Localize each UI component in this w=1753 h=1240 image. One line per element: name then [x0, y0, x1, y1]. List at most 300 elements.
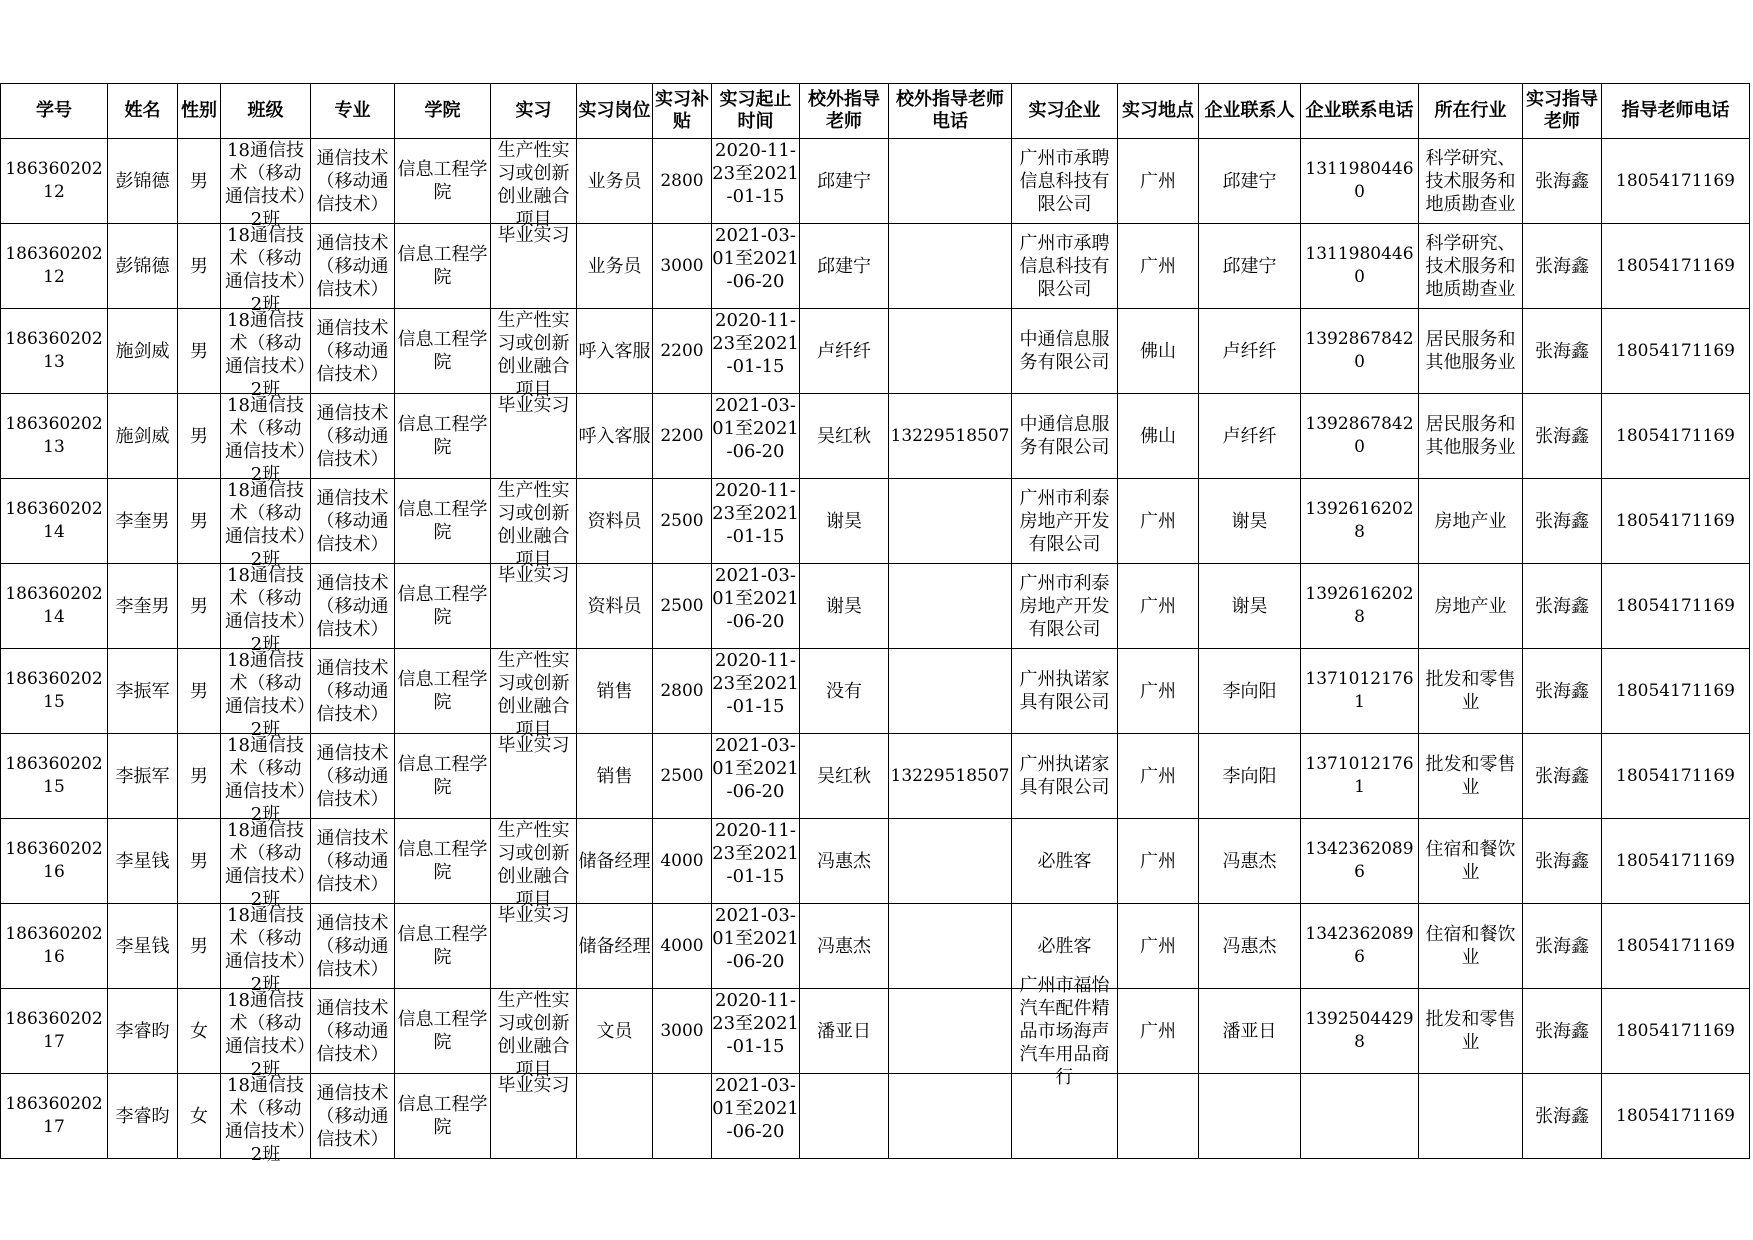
cell-text: 谢昊: [1231, 510, 1268, 532]
cell-subsidy: [653, 649, 712, 734]
cell-company-contact: [1199, 989, 1301, 1074]
cell-name: [108, 309, 178, 394]
cell-text: 13925044298: [1305, 1009, 1414, 1052]
cell-company: [1012, 564, 1118, 649]
cell-period: [712, 394, 800, 479]
cell-text: 2020-11-23至2021-01-15: [712, 650, 799, 717]
header-company-phone: 企业联系电话: [1301, 84, 1419, 139]
cell-text: 18636020214: [5, 584, 103, 627]
cell-college: [395, 989, 491, 1074]
cell-text: 广州: [1140, 170, 1176, 192]
cell-text: 18通信技术（移动通信技术）2班: [225, 905, 306, 995]
cell-text: 信息工程学院: [397, 924, 488, 968]
cell-text: 18636020212: [5, 159, 103, 202]
cell-text: 彭锦德: [115, 170, 170, 192]
cell-period: [712, 224, 800, 309]
cell-text: 批发和零售业: [1425, 754, 1516, 798]
cell-gender: [178, 479, 221, 564]
cell-text: 18636020212: [5, 244, 103, 287]
cell-industry: [1419, 989, 1523, 1074]
cell-text: 储备经理: [578, 850, 651, 872]
cell-gender: [178, 564, 221, 649]
cell-period: [712, 819, 800, 904]
cell-company: [1012, 224, 1118, 309]
cell-external-mentor-phone: [889, 564, 1012, 649]
cell-text: 生产性实习或创新创业融合项目: [497, 820, 570, 910]
cell-class: [221, 1074, 311, 1165]
table-row: [1, 224, 1750, 309]
cell-text: 2800: [660, 680, 704, 701]
cell-external-mentor: [800, 1074, 889, 1159]
cell-text: 张海鑫: [1535, 765, 1589, 787]
cell-external-mentor-phone: [889, 224, 1012, 309]
header-instructor-phone: 指导老师电话: [1602, 84, 1750, 139]
table-row: [1, 734, 1750, 819]
cell-instructor: [1523, 479, 1602, 564]
cell-external-mentor-phone: [889, 139, 1012, 224]
cell-instructor-phone: [1602, 564, 1750, 649]
cell-industry: [1419, 309, 1523, 394]
cell-text: 必胜客: [1037, 850, 1092, 872]
cell-position: [577, 564, 653, 649]
cell-external-mentor-phone: [889, 479, 1012, 564]
header-industry: 所在行业: [1419, 84, 1523, 139]
cell-company-phone: [1301, 394, 1419, 479]
cell-college: [395, 734, 491, 819]
cell-text: 毕业实习: [497, 565, 570, 586]
cell-major: [311, 479, 395, 564]
cell-instructor-phone: [1602, 649, 1750, 734]
cell-text: 男: [190, 170, 208, 192]
cell-text: 中通信息服务有限公司: [1019, 329, 1110, 373]
cell-location: [1118, 224, 1199, 309]
cell-company-phone: [1301, 564, 1419, 649]
cell-gender: [178, 139, 221, 224]
cell-text: 18通信技术（移动通信技术）2班: [225, 480, 306, 570]
cell-text: 4000: [660, 935, 704, 956]
cell-major: [311, 564, 395, 649]
table-row: [1, 904, 1750, 989]
cell-student-id: [1, 904, 108, 989]
cell-text: 2021-03-01至2021-06-20: [712, 735, 799, 802]
cell-name: [108, 819, 178, 904]
cell-period: [712, 1074, 800, 1159]
cell-text: 13229518507: [890, 765, 1010, 786]
cell-instructor-phone: [1602, 479, 1750, 564]
cell-text: 18636020213: [5, 329, 103, 372]
cell-text: 呼入客服: [578, 425, 651, 447]
cell-instructor: [1523, 734, 1602, 819]
cell-text: 通信技术（移动通信技术）: [316, 997, 389, 1065]
cell-gender: [178, 734, 221, 819]
cell-text: 卢纤纤: [1222, 340, 1277, 362]
header-company: 实习企业: [1012, 84, 1118, 139]
cell-external-mentor: [800, 819, 889, 904]
cell-college: [395, 819, 491, 904]
cell-text: 佛山: [1140, 340, 1176, 362]
cell-instructor: [1523, 139, 1602, 224]
cell-company-phone: [1301, 819, 1419, 904]
cell-instructor-phone: [1602, 904, 1750, 989]
cell-text: 批发和零售业: [1425, 669, 1516, 713]
cell-text: 资料员: [587, 595, 642, 617]
header-student-id: 学号: [1, 84, 108, 139]
cell-external-mentor: [800, 139, 889, 224]
cell-class: [221, 734, 311, 825]
cell-company-contact: [1199, 819, 1301, 904]
cell-subsidy: [653, 819, 712, 904]
cell-major: [311, 394, 395, 479]
cell-industry: [1419, 1074, 1523, 1159]
cell-company-contact: [1199, 479, 1301, 564]
cell-position: [577, 989, 653, 1074]
cell-name: [108, 224, 178, 309]
cell-period: [712, 564, 800, 649]
cell-text: 广州执诺家具有限公司: [1019, 754, 1110, 798]
cell-text: 毕业实习: [497, 1075, 570, 1096]
cell-company: [1012, 819, 1118, 904]
cell-subsidy: [653, 394, 712, 479]
cell-text: 18通信技术（移动通信技术）2班: [225, 1075, 306, 1165]
header-period: 实习起止时间: [712, 84, 800, 139]
cell-company-phone: [1301, 139, 1419, 224]
cell-text: 2021-03-01至2021-06-20: [712, 225, 799, 292]
cell-location: [1118, 989, 1199, 1074]
cell-text: 张海鑫: [1535, 425, 1589, 447]
cell-internship-type: [491, 904, 577, 989]
cell-company-contact: [1199, 224, 1301, 309]
cell-location: [1118, 1074, 1199, 1159]
cell-name: [108, 649, 178, 734]
cell-position: [577, 819, 653, 904]
cell-text: 潘亚日: [817, 1020, 871, 1042]
cell-instructor-phone: [1602, 139, 1750, 224]
cell-text: 13928678420: [1305, 329, 1414, 372]
cell-gender: [178, 1074, 221, 1159]
cell-college: [395, 904, 491, 989]
cell-company-phone: [1301, 989, 1419, 1074]
cell-student-id: [1, 1074, 108, 1159]
cell-internship-type: [491, 309, 577, 400]
cell-text: 18通信技术（移动通信技术）2班: [225, 735, 306, 825]
cell-text: 信息工程学院: [397, 159, 488, 203]
cell-major: [311, 139, 395, 224]
cell-company-phone: [1301, 904, 1419, 989]
cell-college: [395, 1074, 491, 1159]
cell-college: [395, 309, 491, 394]
table-row: [1, 989, 1750, 1074]
cell-text: 广州: [1140, 765, 1176, 787]
cell-text: 2020-11-23至2021-01-15: [712, 820, 799, 887]
cell-subsidy: [653, 224, 712, 309]
cell-company-phone: [1301, 734, 1419, 819]
cell-text: 信息工程学院: [397, 754, 488, 798]
cell-text: 佛山: [1140, 425, 1176, 447]
cell-position: [577, 479, 653, 564]
cell-company-phone: [1301, 224, 1419, 309]
cell-text: 2021-03-01至2021-06-20: [712, 1075, 799, 1142]
cell-text: 李睿昀: [115, 1105, 170, 1127]
cell-position: [577, 649, 653, 734]
cell-text: 信息工程学院: [397, 499, 488, 543]
cell-position: [577, 309, 653, 394]
cell-instructor: [1523, 224, 1602, 309]
header-internship-type: 实习: [491, 84, 577, 139]
cell-text: 13423620896: [1305, 924, 1414, 967]
cell-name: [108, 989, 178, 1074]
cell-instructor: [1523, 649, 1602, 734]
cell-external-mentor: [800, 649, 889, 734]
cell-external-mentor-phone: [889, 394, 1012, 479]
header-college: 学院: [395, 84, 491, 139]
cell-text: 18054171169: [1616, 255, 1735, 276]
cell-text: 李睿昀: [115, 1020, 170, 1042]
cell-text: 房地产业: [1434, 510, 1507, 532]
cell-text: 生产性实习或创新创业融合项目: [497, 990, 570, 1080]
cell-text: 2020-11-23至2021-01-15: [712, 480, 799, 547]
cell-text: 施剑威: [115, 340, 170, 362]
cell-internship-type: [491, 224, 577, 309]
cell-company-contact: [1199, 649, 1301, 734]
cell-external-mentor: [800, 394, 889, 479]
cell-text: 张海鑫: [1535, 680, 1589, 702]
cell-text: 18636020217: [5, 1094, 103, 1137]
header-gender: 性别: [178, 84, 221, 139]
cell-text: 通信技术（移动通信技术）: [316, 742, 389, 810]
cell-text: 房地产业: [1434, 595, 1507, 617]
cell-industry: [1419, 734, 1523, 819]
cell-text: 张海鑫: [1535, 340, 1589, 362]
cell-text: 信息工程学院: [397, 414, 488, 458]
cell-gender: [178, 904, 221, 989]
cell-class: [221, 904, 311, 995]
cell-name: [108, 394, 178, 479]
cell-industry: [1419, 904, 1523, 989]
cell-text: 男: [190, 340, 208, 362]
cell-text: 销售: [596, 765, 633, 787]
cell-instructor: [1523, 904, 1602, 989]
cell-text: 2021-03-01至2021-06-20: [712, 905, 799, 972]
cell-text: 男: [190, 255, 208, 277]
cell-text: 男: [190, 595, 208, 617]
cell-text: 李奎男: [115, 510, 170, 532]
cell-text: 张海鑫: [1535, 170, 1589, 192]
cell-text: 呼入客服: [578, 340, 651, 362]
cell-text: 18054171169: [1616, 1105, 1735, 1126]
cell-industry: [1419, 564, 1523, 649]
cell-text: 18054171169: [1616, 850, 1735, 871]
cell-text: 广州: [1140, 1020, 1176, 1042]
cell-text: 女: [190, 1105, 208, 1127]
cell-text: 施剑威: [115, 425, 170, 447]
cell-text: 2800: [660, 170, 704, 191]
cell-text: 13423620896: [1305, 839, 1414, 882]
cell-text: 18通信技术（移动通信技术）2班: [225, 310, 306, 400]
cell-text: 男: [190, 765, 208, 787]
cell-instructor: [1523, 819, 1602, 904]
cell-text: 张海鑫: [1535, 595, 1589, 617]
cell-name: [108, 1074, 178, 1159]
cell-text: 18054171169: [1616, 510, 1735, 531]
cell-major: [311, 309, 395, 394]
cell-text: 信息工程学院: [397, 244, 488, 288]
table-row: [1, 309, 1750, 394]
cell-text: 住宿和餐饮业: [1425, 924, 1516, 968]
cell-text: 吴红秋: [817, 765, 871, 787]
cell-text: 18通信技术（移动通信技术）2班: [225, 225, 306, 315]
cell-name: [108, 139, 178, 224]
cell-company-contact: [1199, 139, 1301, 224]
cell-text: 男: [190, 510, 208, 532]
cell-external-mentor: [800, 989, 889, 1074]
cell-subsidy: [653, 564, 712, 649]
cell-text: 通信技术（移动通信技术）: [316, 487, 389, 555]
header-external-mentor-phone: 校外指导老师电话: [889, 84, 1012, 139]
cell-external-mentor-phone: [889, 734, 1012, 819]
header-location: 实习地点: [1118, 84, 1199, 139]
cell-instructor: [1523, 309, 1602, 394]
cell-location: [1118, 479, 1199, 564]
table-row: [1, 819, 1750, 904]
cell-class: [221, 989, 311, 1080]
internship-table: [0, 83, 1750, 1165]
cell-text: 卢纤纤: [817, 340, 871, 362]
cell-company: [1012, 479, 1118, 564]
cell-instructor: [1523, 394, 1602, 479]
cell-major: [311, 734, 395, 819]
header-position: 实习岗位: [577, 84, 653, 139]
cell-text: 科学研究、技术服务和地质勘查业: [1425, 147, 1516, 215]
cell-company: [1012, 649, 1118, 734]
cell-text: 18636020215: [5, 754, 103, 797]
cell-major: [311, 649, 395, 734]
cell-company-contact: [1199, 394, 1301, 479]
cell-text: 通信技术（移动通信技术）: [316, 912, 389, 980]
cell-text: 谢昊: [826, 510, 862, 532]
cell-location: [1118, 649, 1199, 734]
cell-text: 李向阳: [1222, 765, 1277, 787]
cell-name: [108, 734, 178, 819]
cell-text: 生产性实习或创新创业融合项目: [497, 310, 570, 400]
header-name: 姓名: [108, 84, 178, 139]
table-row: [1, 479, 1750, 564]
cell-college: [395, 139, 491, 224]
cell-external-mentor: [800, 479, 889, 564]
cell-external-mentor: [800, 904, 889, 989]
table-row: [1, 1074, 1750, 1159]
cell-text: 储备经理: [578, 935, 651, 957]
cell-internship-type: [491, 734, 577, 819]
cell-text: 2021-03-01至2021-06-20: [712, 395, 799, 462]
cell-external-mentor-phone: [889, 819, 1012, 904]
cell-external-mentor: [800, 564, 889, 649]
cell-text: 业务员: [587, 255, 642, 277]
cell-text: 2020-11-23至2021-01-15: [712, 310, 799, 377]
cell-gender: [178, 394, 221, 479]
cell-external-mentor-phone: [889, 1074, 1012, 1159]
cell-text: 18通信技术（移动通信技术）2班: [225, 395, 306, 485]
header-subsidy: 实习补贴: [653, 84, 712, 139]
cell-text: 13710121761: [1305, 754, 1414, 797]
cell-text: 文员: [596, 1020, 633, 1042]
cell-company-phone: [1301, 479, 1419, 564]
cell-text: 18054171169: [1616, 595, 1735, 616]
cell-class: [221, 139, 311, 230]
cell-text: 业务员: [587, 170, 642, 192]
cell-text: 张海鑫: [1535, 510, 1589, 532]
cell-period: [712, 989, 800, 1074]
cell-text: 冯惠杰: [817, 935, 871, 957]
cell-subsidy: [653, 904, 712, 989]
cell-text: 邱建宁: [1222, 170, 1277, 192]
cell-text: 18通信技术（移动通信技术）2班: [225, 990, 306, 1080]
cell-college: [395, 224, 491, 309]
cell-text: 毕业实习: [497, 225, 570, 246]
cell-position: [577, 1074, 653, 1159]
cell-text: 广州: [1140, 850, 1176, 872]
cell-class: [221, 564, 311, 655]
cell-text: 信息工程学院: [397, 1094, 488, 1138]
cell-name: [108, 564, 178, 649]
cell-position: [577, 734, 653, 819]
cell-text: 2200: [660, 425, 704, 446]
cell-internship-type: [491, 139, 577, 230]
cell-text: 冯惠杰: [1222, 850, 1277, 872]
cell-major: [311, 989, 395, 1074]
cell-internship-type: [491, 989, 577, 1080]
cell-major: [311, 904, 395, 989]
cell-external-mentor: [800, 224, 889, 309]
cell-text: 邱建宁: [817, 255, 871, 277]
cell-text: 3000: [660, 255, 704, 276]
cell-student-id: [1, 139, 108, 224]
header-major: 专业: [311, 84, 395, 139]
cell-text: 没有: [826, 680, 862, 702]
cell-company: [1012, 394, 1118, 479]
cell-company-phone: [1301, 649, 1419, 734]
cell-gender: [178, 989, 221, 1074]
cell-company-contact: [1199, 309, 1301, 394]
cell-text: 13928678420: [1305, 414, 1414, 457]
cell-text: 通信技术（移动通信技术）: [316, 317, 389, 385]
cell-text: 谢昊: [826, 595, 862, 617]
cell-position: [577, 139, 653, 224]
cell-text: 2021-03-01至2021-06-20: [712, 565, 799, 632]
cell-external-mentor-phone: [889, 309, 1012, 394]
cell-text: 18通信技术（移动通信技术）2班: [225, 565, 306, 655]
cell-text: 广州: [1140, 680, 1176, 702]
cell-text: 毕业实习: [497, 905, 570, 926]
cell-text: 广州: [1140, 255, 1176, 277]
cell-text: 广州: [1140, 510, 1176, 532]
cell-student-id: [1, 309, 108, 394]
cell-text: 18054171169: [1616, 340, 1735, 361]
cell-industry: [1419, 224, 1523, 309]
cell-text: 广州市利泰房地产开发有限公司: [1019, 487, 1110, 555]
cell-text: 广州市承聘信息科技有限公司: [1019, 232, 1110, 300]
cell-subsidy: [653, 1074, 712, 1159]
cell-text: 男: [190, 680, 208, 702]
cell-text: 广州市承聘信息科技有限公司: [1019, 147, 1110, 215]
cell-text: 18054171169: [1616, 680, 1735, 701]
cell-instructor-phone: [1602, 989, 1750, 1074]
cell-text: 李星钱: [115, 850, 170, 872]
cell-name: [108, 479, 178, 564]
cell-major: [311, 1074, 395, 1159]
cell-instructor: [1523, 564, 1602, 649]
cell-text: 18054171169: [1616, 170, 1735, 191]
cell-subsidy: [653, 734, 712, 819]
